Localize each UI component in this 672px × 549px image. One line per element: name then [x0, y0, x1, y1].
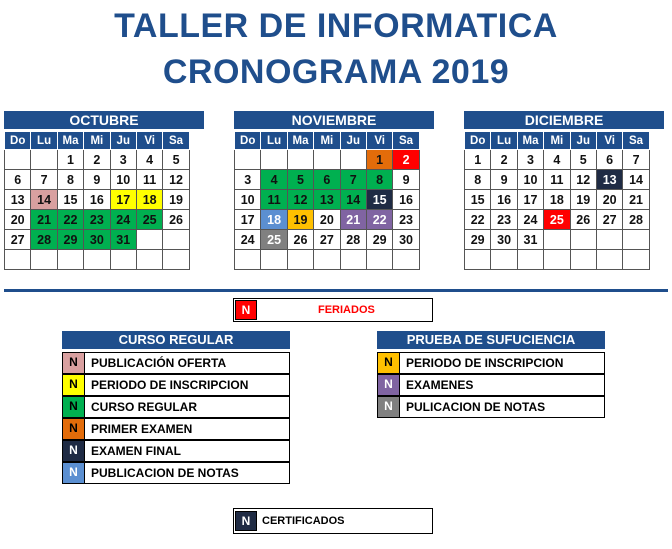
day-cell: 7 — [31, 170, 57, 190]
feriados-legend — [233, 298, 433, 322]
day-cell: 25 — [136, 210, 162, 230]
legend-swatch: N — [63, 463, 85, 483]
day-cell: 12 — [287, 190, 313, 210]
day-cell — [31, 250, 57, 270]
day-cell — [163, 230, 189, 250]
day-cell — [544, 250, 570, 270]
day-of-week-header: Sa — [623, 132, 649, 150]
day-cell: 27 — [596, 210, 622, 230]
day-cell — [314, 150, 340, 170]
day-cell: 31 — [517, 230, 543, 250]
day-cell: 27 — [5, 230, 31, 250]
day-cell: 24 — [235, 230, 261, 250]
day-cell: 30 — [84, 230, 110, 250]
calendar-octubre — [4, 111, 204, 270]
day-cell: 21 — [31, 210, 57, 230]
day-cell: 16 — [393, 190, 419, 210]
day-cell — [261, 250, 287, 270]
legend-swatch: N — [63, 397, 85, 417]
day-cell: 31 — [110, 230, 136, 250]
legend-row — [62, 374, 290, 396]
day-cell — [366, 250, 392, 270]
certificados-swatch: N — [235, 511, 257, 531]
divider-line — [4, 289, 668, 292]
day-cell — [31, 150, 57, 170]
month-header: DICIEMBRE — [464, 111, 664, 129]
day-cell — [393, 250, 419, 270]
day-cell: 5 — [287, 170, 313, 190]
day-cell: 23 — [84, 210, 110, 230]
day-cell: 19 — [287, 210, 313, 230]
day-cell: 1 — [465, 150, 491, 170]
day-cell — [163, 250, 189, 270]
legend-swatch: N — [63, 375, 85, 395]
day-cell — [623, 250, 649, 270]
day-cell — [465, 250, 491, 270]
day-of-week-header: Do — [235, 132, 261, 150]
day-cell: 17 — [235, 210, 261, 230]
day-cell: 30 — [393, 230, 419, 250]
day-cell: 8 — [366, 170, 392, 190]
day-of-week-header: Lu — [31, 132, 57, 150]
day-of-week-header: Vi — [366, 132, 392, 150]
day-cell: 6 — [5, 170, 31, 190]
day-of-week-header: Ma — [287, 132, 313, 150]
day-cell: 28 — [340, 230, 366, 250]
certificados-label: CERTIFICADOS — [262, 515, 345, 527]
day-cell: 17 — [110, 190, 136, 210]
legend-label: EXAMENES — [406, 378, 474, 392]
day-cell — [517, 250, 543, 270]
day-cell: 28 — [623, 210, 649, 230]
legend-swatch: N — [378, 397, 400, 417]
day-cell: 3 — [517, 150, 543, 170]
day-cell: 9 — [84, 170, 110, 190]
legend-swatch: N — [63, 353, 85, 373]
day-of-week-header: Ma — [57, 132, 83, 150]
day-cell: 5 — [163, 150, 189, 170]
feriados-swatch: N — [235, 300, 257, 320]
legend-label: PULICACION DE NOTAS — [406, 400, 546, 414]
legend-swatch: N — [378, 375, 400, 395]
legend-row — [62, 396, 290, 418]
legend-label: PERIODO DE INSCRIPCION — [91, 378, 249, 392]
legend-row — [62, 352, 290, 374]
day-cell: 16 — [84, 190, 110, 210]
day-cell: 24 — [110, 210, 136, 230]
day-cell: 25 — [544, 210, 570, 230]
day-cell — [623, 230, 649, 250]
day-cell: 20 — [5, 210, 31, 230]
day-cell: 15 — [366, 190, 392, 210]
day-cell: 25 — [261, 230, 287, 250]
title-line-1: TALLER DE INFORMATICA — [114, 7, 558, 45]
day-cell: 20 — [596, 190, 622, 210]
day-cell: 18 — [136, 190, 162, 210]
month-header: OCTUBRE — [4, 111, 204, 129]
day-cell: 14 — [623, 170, 649, 190]
day-of-week-header: Mi — [544, 132, 570, 150]
legend-label: PUBLICACION DE NOTAS — [91, 466, 239, 480]
day-cell — [84, 250, 110, 270]
day-of-week-header: Do — [5, 132, 31, 150]
day-cell — [570, 250, 596, 270]
day-cell: 24 — [517, 210, 543, 230]
day-of-week-header: Ju — [340, 132, 366, 150]
day-cell: 18 — [261, 210, 287, 230]
day-cell — [596, 250, 622, 270]
day-cell: 9 — [393, 170, 419, 190]
day-cell: 9 — [491, 170, 517, 190]
day-cell: 7 — [340, 170, 366, 190]
day-of-week-header: Ju — [570, 132, 596, 150]
legend-swatch: N — [63, 441, 85, 461]
day-cell: 8 — [465, 170, 491, 190]
day-cell: 23 — [491, 210, 517, 230]
day-cell — [110, 250, 136, 270]
day-cell: 6 — [314, 170, 340, 190]
month-grid — [464, 131, 650, 270]
day-cell: 3 — [235, 170, 261, 190]
day-cell: 28 — [31, 230, 57, 250]
day-cell: 10 — [235, 190, 261, 210]
day-cell: 14 — [31, 190, 57, 210]
day-cell — [340, 150, 366, 170]
day-cell: 26 — [570, 210, 596, 230]
feriados-label: FERIADOS — [318, 304, 375, 316]
day-cell — [261, 150, 287, 170]
day-cell: 29 — [57, 230, 83, 250]
day-cell: 1 — [57, 150, 83, 170]
day-cell: 12 — [570, 170, 596, 190]
calendar-noviembre — [234, 111, 434, 270]
day-cell: 23 — [393, 210, 419, 230]
day-cell: 10 — [517, 170, 543, 190]
day-cell — [596, 230, 622, 250]
day-of-week-header: Mi — [314, 132, 340, 150]
day-of-week-header: Vi — [596, 132, 622, 150]
day-cell: 11 — [261, 190, 287, 210]
day-cell: 4 — [136, 150, 162, 170]
day-cell: 14 — [340, 190, 366, 210]
day-cell — [136, 230, 162, 250]
day-cell — [136, 250, 162, 270]
day-cell: 30 — [491, 230, 517, 250]
day-cell: 29 — [465, 230, 491, 250]
day-cell: 11 — [544, 170, 570, 190]
day-of-week-header: Sa — [393, 132, 419, 150]
legend-label: EXAMEN FINAL — [91, 444, 181, 458]
legend-label: PRIMER EXAMEN — [91, 422, 193, 436]
legend-swatch: N — [378, 353, 400, 373]
day-cell: 10 — [110, 170, 136, 190]
prueba-header: PRUEBA DE SUFUCIENCIA — [377, 331, 605, 349]
day-of-week-header: Do — [465, 132, 491, 150]
day-cell: 13 — [5, 190, 31, 210]
day-cell: 2 — [393, 150, 419, 170]
day-cell — [235, 250, 261, 270]
day-cell: 19 — [570, 190, 596, 210]
month-header: NOVIEMBRE — [234, 111, 434, 129]
day-cell: 13 — [596, 170, 622, 190]
day-cell — [544, 230, 570, 250]
day-cell: 15 — [57, 190, 83, 210]
day-cell: 21 — [623, 190, 649, 210]
day-cell: 26 — [287, 230, 313, 250]
month-grid — [4, 131, 190, 270]
day-cell: 4 — [261, 170, 287, 190]
legend-row — [377, 374, 605, 396]
day-cell: 17 — [517, 190, 543, 210]
day-cell: 12 — [163, 170, 189, 190]
day-cell: 6 — [596, 150, 622, 170]
day-cell: 4 — [544, 150, 570, 170]
day-cell: 22 — [366, 210, 392, 230]
day-cell: 21 — [340, 210, 366, 230]
legend-row — [62, 440, 290, 462]
calendar-diciembre — [464, 111, 664, 270]
day-cell: 11 — [136, 170, 162, 190]
certificados-legend — [233, 508, 433, 534]
legend-row — [62, 418, 290, 440]
day-cell — [287, 150, 313, 170]
day-of-week-header: Vi — [136, 132, 162, 150]
day-cell: 5 — [570, 150, 596, 170]
day-cell: 1 — [366, 150, 392, 170]
day-of-week-header: Mi — [84, 132, 110, 150]
day-cell — [314, 250, 340, 270]
day-cell: 13 — [314, 190, 340, 210]
day-cell: 22 — [465, 210, 491, 230]
day-cell: 19 — [163, 190, 189, 210]
month-grid — [234, 131, 420, 270]
day-cell — [340, 250, 366, 270]
day-cell — [5, 250, 31, 270]
day-cell: 8 — [57, 170, 83, 190]
day-cell: 16 — [491, 190, 517, 210]
legend-row — [377, 352, 605, 374]
day-cell — [287, 250, 313, 270]
day-cell: 29 — [366, 230, 392, 250]
day-cell: 22 — [57, 210, 83, 230]
legend-label: CURSO REGULAR — [91, 400, 198, 414]
legend-label: PUBLICACIÓN OFERTA — [91, 356, 227, 370]
day-cell: 2 — [491, 150, 517, 170]
day-cell: 2 — [84, 150, 110, 170]
title-line-2: CRONOGRAMA 2019 — [162, 53, 510, 91]
legend-row — [377, 396, 605, 418]
day-of-week-header: Sa — [163, 132, 189, 150]
day-cell: 18 — [544, 190, 570, 210]
curso-regular-header: CURSO REGULAR — [62, 331, 290, 349]
legend-swatch: N — [63, 419, 85, 439]
day-of-week-header: Lu — [261, 132, 287, 150]
day-cell — [57, 250, 83, 270]
day-cell: 15 — [465, 190, 491, 210]
day-cell — [5, 150, 31, 170]
legend-label: PERIODO DE INSCRIPCION — [406, 356, 564, 370]
day-of-week-header: Ma — [517, 132, 543, 150]
day-cell: 7 — [623, 150, 649, 170]
day-cell — [235, 150, 261, 170]
day-cell: 27 — [314, 230, 340, 250]
day-cell: 20 — [314, 210, 340, 230]
day-of-week-header: Lu — [491, 132, 517, 150]
day-cell — [570, 230, 596, 250]
day-cell — [491, 250, 517, 270]
day-cell: 3 — [110, 150, 136, 170]
day-of-week-header: Ju — [110, 132, 136, 150]
day-cell: 26 — [163, 210, 189, 230]
legend-row — [62, 462, 290, 484]
